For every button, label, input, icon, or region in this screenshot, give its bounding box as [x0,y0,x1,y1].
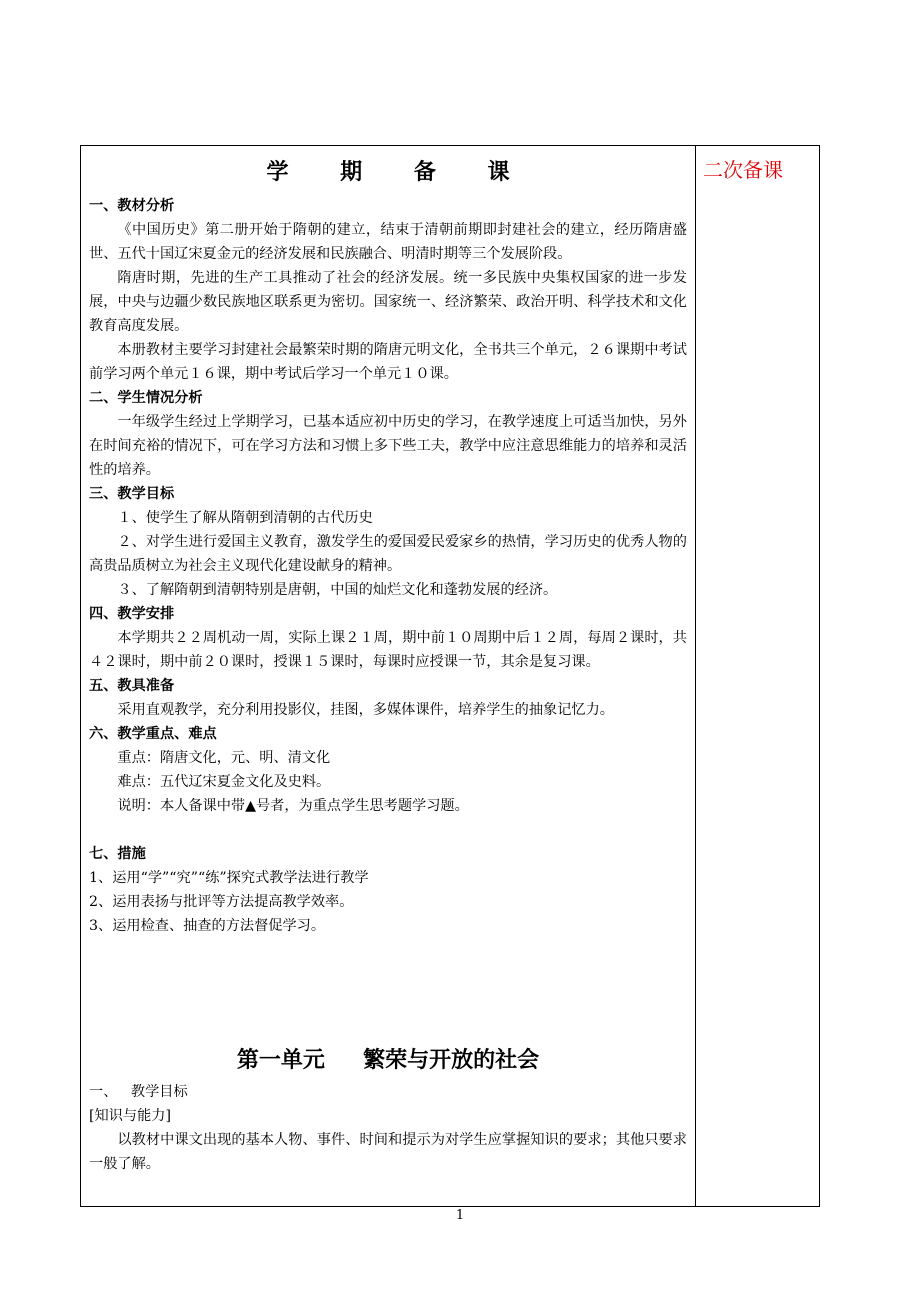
section-5-paragraph-1: 采用直观教学，充分利用投影仪，挂图，多媒体课件，培养学生的抽象记忆力。 [117,702,614,718]
section-1-paragraph-1: 《中国历史》第二册开始于隋朝的建立，结束于清朝前期即封建社会的建立，经历隋唐盛世、五代十国辽宋夏金元的经济发展和民族融合、明清时期等三个发展阶段。 [89,222,687,262]
section-heading-4: 四、教学安排 [89,606,175,622]
section-6-difficulties: 难点：五代辽宋夏金文化及史料。 [117,774,331,790]
section-3-paragraph-1: １、使学生了解从隋朝到清朝的古代历史 [117,510,373,526]
unit-paragraph-1: 以教材中课文出现的基本人物、事件、时间和提示为对学生应掌握知识的要求；其他只要求一般了解。 [89,1132,687,1172]
secondary-prep-title: 二次备课 [703,158,783,182]
page-title: 学 期 备 课 [266,159,532,185]
section-6-key-points: 重点：隋唐文化，元、明、清文化 [117,750,331,766]
page-number: 1 [455,1208,465,1223]
section-2-paragraph-1: 一年级学生经过上学期学习，已基本适应初中历史的学习，在教学速度上可适当加快，另外在时间充裕的情况下，可在学习方法和习惯上多下些工夫，教学中应注意思维能力的培养和灵活性的培养。 [89,414,687,478]
section-1-paragraph-3: 本册教材主要学习封建社会最繁荣时期的隋唐元明文化，全书共三个单元，２６课期中考试前学习两个单元１６课，期中考试后学习一个单元１０课。 [89,342,687,382]
section-heading-6: 六、教学重点、难点 [89,726,217,742]
section-heading-3: 三、教学目标 [89,486,175,502]
main-column [89,154,687,1176]
section-3-paragraph-3: ３、了解隋朝到清朝特别是唐朝，中国的灿烂文化和蓬勃发展的经济。 [117,582,558,598]
unit-objectives-heading: 一、 教学目标 [89,1084,188,1100]
column-divider [695,146,696,1206]
lesson-plan-table [80,145,820,1207]
section-heading-7: 七、措施 [89,846,146,862]
section-4-paragraph-1: 本学期共２２周机动一周，实际上课２１周，期中前１０周期中后１２周，每周２课时，共４２课时，期中前２０课时，授课１５课时，每课时应授课一节，其余是复习课。 [89,630,687,670]
measure-item: 3、运用检查、抽查的方法督促学习。 [89,918,326,934]
unit-knowledge-label: [知识与能力] [89,1108,172,1124]
secondary-prep-column [703,154,813,186]
measure-item: 2、运用表扬与批评等方法提高教学效率。 [89,894,354,910]
section-6-note: 说明：本人备课中带▲号者，为重点学生思考题学习题。 [117,798,469,814]
section-1-paragraph-2: 隋唐时期，先进的生产工具推动了社会的经济发展。统一多民族中央集权国家的进一步发展，中央与边疆少数民族地区联系更为密切。国家统一、经济繁荣、政治开明、科学技术和文化教育高度发展。 [89,270,687,334]
measure-item: 1、运用“学”“究”“练”探究式教学法进行教学 [89,870,369,886]
unit-title: 第一单元 繁荣与开放的社会 [236,1047,540,1073]
spacer [89,818,687,842]
section-3-paragraph-2: ２、对学生进行爱国主义教育，激发学生的爱国爱民爱家乡的热情，学习历史的优秀人物的高贵品质树立为社会主义现代化建设献身的精神。 [89,534,687,574]
section-heading-1: 一、教材分析 [89,198,175,214]
section-heading-5: 五、教具准备 [89,678,175,694]
section-heading-2: 二、学生情况分析 [89,390,203,406]
